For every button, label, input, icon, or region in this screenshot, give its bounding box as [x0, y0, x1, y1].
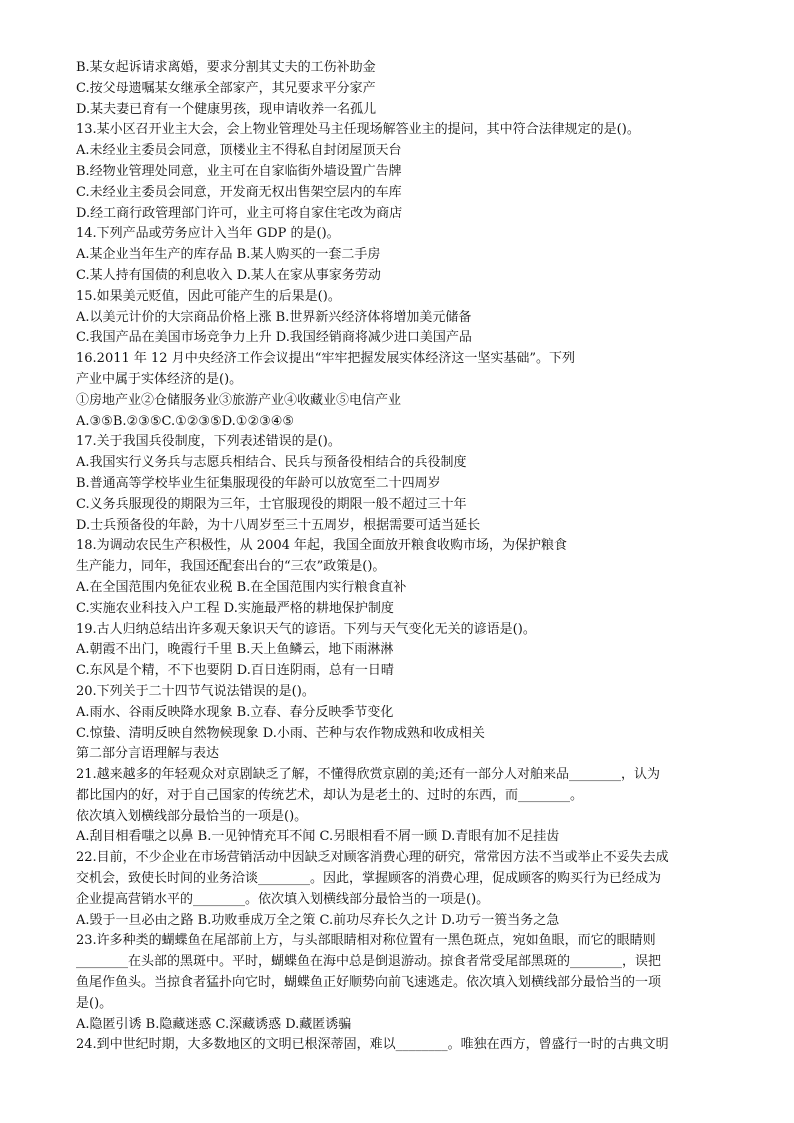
text-line: C.我国产品在美国市场竞争力上升 D.我国经销商将减少进口美国产品	[76, 330, 472, 346]
question-21-stem: 21.越来越多的年轻观众对京剧缺乏了解，不懂得欣赏京剧的美;还有一部分人对舶来品________，认为	[76, 767, 661, 783]
text-line: 生产能力，同年，我国还配套出台的“三农”政策是()。	[76, 559, 386, 575]
text-line: A.某企业当年生产的库存品 B.某人购买的一套二手房	[76, 247, 381, 263]
text-line: 鱼尾作鱼头。当掠食者猛扑向它时，蝴蝶鱼正好顺势向前飞速逃走。依次填入划横线部分最恰当的一项	[76, 975, 662, 991]
question-19-stem: 19.古人归纳总结出许多观天象识天气的谚语。下列与天气变化无关的谚语是()。	[76, 621, 536, 637]
question-22-stem: 22.目前，不少企业在市场营销活动中因缺乏对顾客消费心理的研究，常常因方法不当或举止不妥失去成	[76, 850, 669, 866]
text-line: 产业中属于实体经济的是()。	[76, 371, 243, 387]
text-line: A.在全国范围内免征农业税 B.在全国范围内实行粮食直补	[76, 579, 407, 595]
text-line: 依次填入划横线部分最恰当的一项是()。	[76, 808, 308, 824]
text-line: B.经物业管理处同意，业主可在自家临街外墙设置广告牌	[76, 163, 402, 179]
text-line: A.③⑤B.②③⑤C.①②③⑤D.①②③④⑤	[76, 413, 295, 429]
text-line: A.朝霞不出门，晚霞行千里 B.天上鱼鳞云，地下雨淋淋	[76, 642, 394, 658]
text-line: C.按父母遗嘱某女继承全部家产，其兄要求平分家产	[76, 80, 376, 96]
text-line: ①房地产业②仓储服务业③旅游产业④收藏业⑤电信产业	[76, 392, 402, 408]
text-line: A.雨水、谷雨反映降水现象 B.立春、春分反映季节变化	[76, 704, 394, 720]
text-line: C.未经业主委员会同意，开发商无权出售架空层内的车库	[76, 184, 402, 200]
question-23-stem: 23.许多种类的蝴蝶鱼在尾部前上方，与头部眼睛相对称位置有一黑色斑点，宛如鱼眼，而它的眼睛则	[76, 933, 656, 949]
question-18-stem: 18.为调动农民生产积极性，从 2004 年起，我国全面放开粮食收购市场，为保护粮食	[76, 538, 568, 554]
section-heading: 第二部分言语理解与表达	[76, 746, 220, 762]
text-line: ________在头部的黑斑中。平时，蝴蝶鱼在海中总是倒退游动。掠食者常受尾部黑斑的________，误把	[76, 954, 662, 970]
text-line: C.东风是个精，不下也要阴 D.百日连阴雨，总有一日晴	[76, 663, 394, 679]
text-line: A.毁于一旦必由之路 B.功败垂成万全之策 C.前功尽弃长久之计 D.功亏一篑当务之急	[76, 912, 560, 928]
text-line: A.未经业主委员会同意，顶楼业主不得私自封闭屋顶天台	[76, 143, 402, 159]
text-line: A.我国实行义务兵与志愿兵相结合、民兵与预备役相结合的兵役制度	[76, 455, 467, 471]
text-line: 企业提高营销水平的________。依次填入划横线部分最恰当的一项是()。	[76, 891, 490, 907]
text-line: 都比国内的好，对于自己国家的传统艺术，却认为是老土的、过时的东西，而________。	[76, 787, 584, 803]
text-line: C.义务兵服现役的期限为三年，士官服现役的期限一般不超过三十年	[76, 496, 467, 512]
text-line: B.普通高等学校毕业生征集服现役的年龄可以放宽至二十四周岁	[76, 475, 441, 491]
text-line: C.某人持有国债的利息收入 D.某人在家从事家务劳动	[76, 267, 381, 283]
text-line: D.士兵预备役的年龄，为十八周岁至三十五周岁，根据需要可适当延长	[76, 517, 481, 533]
text-line: A.以美元计价的大宗商品价格上涨 B.世界新兴经济体将增加美元储备	[76, 309, 472, 325]
question-20-stem: 20.下列关于二十四节气说法错误的是()。	[76, 683, 315, 699]
text-line: C.实施农业科技入户工程 D.实施最严格的耕地保护制度	[76, 600, 394, 616]
text-line: C.惊蛰、清明反映自然物候现象 D.小雨、芒种与农作物成熟和收成相关	[76, 725, 485, 741]
question-14-stem: 14.下列产品或劳务应计入当年 GDP 的是()。	[76, 226, 340, 242]
question-17-stem: 17.关于我国兵役制度，下列表述错误的是()。	[76, 434, 341, 450]
question-16-stem: 16.2011 年 12 月中央经济工作会议提出“牢牢把握发展实体经济这一坚实基础”。下列	[76, 351, 575, 367]
text-line: 是()。	[76, 995, 113, 1011]
question-13-stem: 13.某小区召开业主大会，会上物业管理处马主任现场解答业主的提问，其中符合法律规定的是()。	[76, 122, 640, 138]
text-line: A.隐匿引诱 B.隐藏迷惑 C.深藏诱惑 D.藏匿诱骗	[76, 1016, 352, 1032]
question-15-stem: 15.如果美元贬值，因此可能产生的后果是()。	[76, 288, 341, 304]
text-line: 交机会，致使长时间的业务洽谈________。因此，掌握顾客的消费心理，促成顾客的购买行为已经成为	[76, 871, 662, 887]
text-line: D.经工商行政管理部门许可，业主可将自家住宅改为商店	[76, 205, 403, 221]
text-line: B.某女起诉请求离婚，要求分割其丈夫的工伤补助金	[76, 60, 376, 75]
text-line: D.某夫妻已育有一个健康男孩，现申请收养一名孤儿	[76, 101, 377, 117]
text-line: A.刮目相看嗤之以鼻 B.一见钟情充耳不闻 C.另眼相看不屑一顾 D.青眼有加不足挂齿	[76, 829, 560, 845]
question-24-stem: 24.到中世纪时期，大多数地区的文明已根深蒂固，难以________。唯独在西方，曾盛行一时的古典文明	[76, 1037, 669, 1053]
